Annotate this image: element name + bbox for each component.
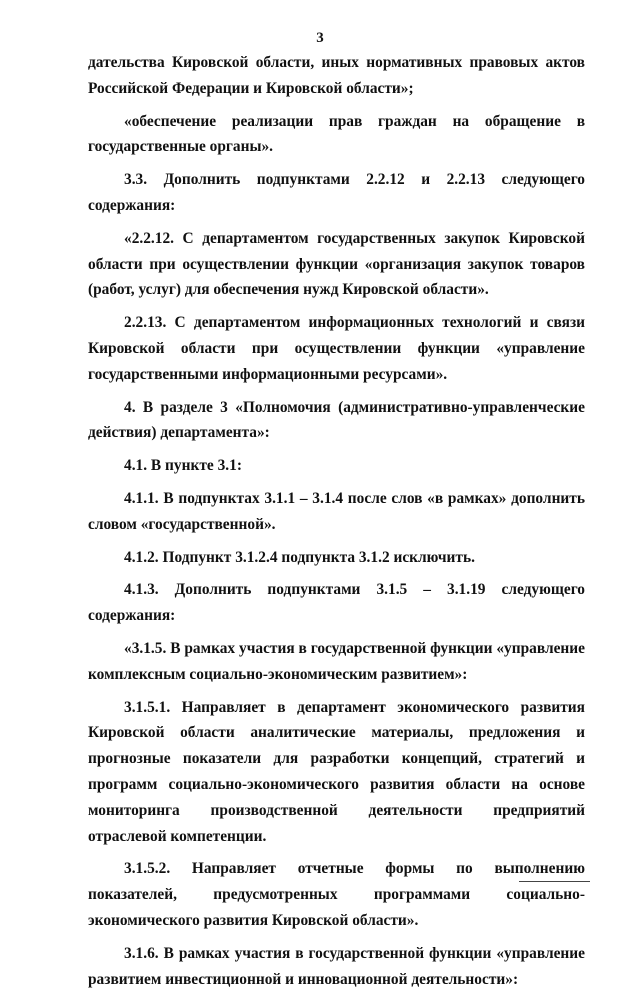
paragraph: 4.1.2. Подпункт 3.1.2.4 подпункта 3.1.2 исключить. <box>124 548 475 566</box>
paragraph: 3.3. Дополнить подпунктами 2.2.12 и 2.2.13 следующего содержания: <box>88 171 585 214</box>
paragraph: «обеспечение реализации прав граждан на обращение в государственные органы». <box>88 112 585 156</box>
paragraph: 4.1. В пункте 3.1: <box>124 457 242 475</box>
paragraph-continuation: дательства Кировской области, иных нормативных правовых актов Российской Федерации и Кировской области»; <box>88 54 585 97</box>
paragraph: 3.1.5.1. Направляет в департамент экономического развития Кировской области аналитические материалы, предложения и прогнозные показатели для разработки концепций, стратегий и программ социально-экономического развития области на основе мониторинга производственной деятельности предприятий отраслевой компетенции. <box>88 698 585 845</box>
page-number: 3 <box>316 30 324 46</box>
document-body <box>88 50 585 992</box>
paragraph: «2.2.12. С департаментом государственных закупок Кировской области при осуществлении функции «организация закупок товаров (работ, услуг) для обеспечения нужд Кировской области». <box>88 229 585 299</box>
paragraph: «3.1.5. В рамках участия в государственной функции «управление комплексным социально-экономическим развитием»: <box>88 639 585 683</box>
paragraph: 4.1.3. Дополнить подпунктами 3.1.5 – 3.1.19 следующего содержания: <box>88 581 585 625</box>
paragraph: 3.1.6. В рамках участия в государственной функции «управление развитием инвестиционной и инновационной деятельности»: <box>88 944 585 988</box>
paragraph: 3.1.5.2. Направляет отчетные формы по выполнению показателей, предусмотренных программами социально-экономического развития Кировской области». <box>88 860 585 929</box>
paragraph: 4. В разделе 3 «Полномочия (административно-управленческие действия) департамента»: <box>88 398 585 442</box>
paragraph: 2.2.13. С департаментом информационных технологий и связи Кировской области при осуществлении функции «управление государственными информационными ресурсами». <box>88 314 585 383</box>
paragraph: 4.1.1. В подпунктах 3.1.1 – 3.1.4 после слов «в рамках» дополнить словом «государственной». <box>88 489 585 533</box>
footer-rule <box>519 881 590 882</box>
